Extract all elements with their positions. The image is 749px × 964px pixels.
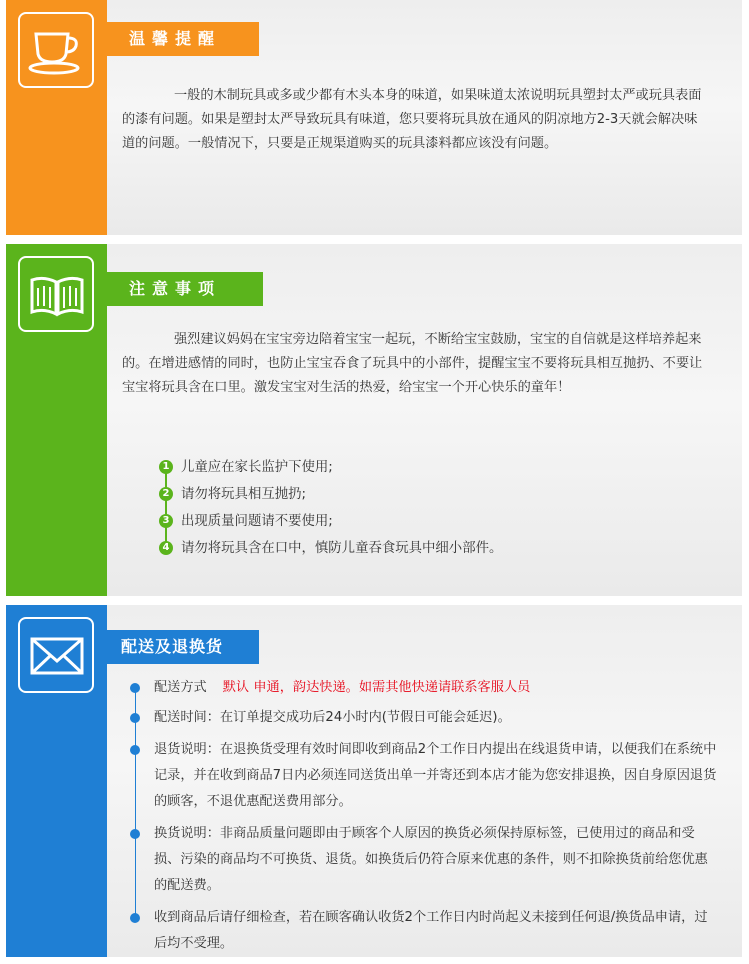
item-number-badge: 1 xyxy=(159,460,173,474)
coffee-cup-icon xyxy=(28,24,86,78)
delivery-section xyxy=(6,605,742,957)
notice-paragraph: 强烈建议妈妈在宝宝旁边陪着宝宝一起玩，不断给宝宝鼓励，宝宝的自信就是这样培养起来的。在增进感情的同时，也防止宝宝吞食了玩具中的小部件，提醒宝宝不要将玩具相互抛扔、不要让宝宝将玩具含在口里。激发宝宝对生活的热爱，给宝宝一个开心快乐的童年！ xyxy=(122,332,703,395)
notice-text xyxy=(122,328,710,400)
notice-item xyxy=(159,481,502,508)
notice-item xyxy=(159,508,502,535)
notice-section xyxy=(6,244,742,596)
item-number-badge: 2 xyxy=(159,487,173,501)
return-policy-item xyxy=(128,737,718,815)
notice-item-text: 儿童应在家长监护下使用; xyxy=(181,460,333,475)
exchange-policy-item xyxy=(128,821,718,899)
item-number-badge: 4 xyxy=(159,541,173,555)
exchange-policy-text: 换货说明：非商品质量问题即由于顾客个人原因的换货必须保持原标签，已使用过的商品和受损、污染的商品均不可换货、退货。如换货后仍符合原来优惠的条件，则不扣除换货前给您优惠的配送费。 xyxy=(154,826,708,893)
notice-item xyxy=(159,454,502,481)
bullet-dot xyxy=(130,683,140,693)
delivery-time-item xyxy=(128,705,718,731)
reminder-icon-box xyxy=(18,12,94,88)
notice-icon-box xyxy=(18,256,94,332)
envelope-icon xyxy=(28,629,86,683)
bullet-dot xyxy=(130,829,140,839)
item-number-badge: 3 xyxy=(159,514,173,528)
reminder-section xyxy=(6,0,742,235)
return-policy-text: 退货说明：在退换货受理有效时间即收到商品2个工作日内提出在线退货申请，以便我们在系统中记录，并在收到商品7日内必须连同送货出单一并寄还到本店才能为您安排退换，因自身原因退货的顾客，不退优惠配送费用部分。 xyxy=(154,742,717,809)
notice-item-text: 请勿将玩具含在口中，慎防儿童吞食玩具中细小部件。 xyxy=(181,541,503,556)
notice-item-text: 出现质量问题请不要使用; xyxy=(181,514,333,529)
delivery-method-value: 默认 申通，韵达快递。如需其他快递请联系客服人员 xyxy=(222,680,531,695)
bullet-dot xyxy=(130,913,140,923)
reminder-paragraph: 一般的木制玩具或多或少都有木头本身的味道，如果味道太浓说明玩具塑封太严或玩具表面的漆有问题。如果是塑封太严导致玩具有味道，您只要将玩具放在通风的阴凉地方2-3天就会解决味道的问题。一般情况下，只要是正规渠道购买的玩具漆料都应该没有问题。 xyxy=(122,88,702,151)
bullet-dot xyxy=(130,745,140,755)
inspection-item xyxy=(128,905,718,957)
delivery-list xyxy=(128,675,718,957)
notice-item xyxy=(159,535,502,562)
notice-title: 注意事项 xyxy=(107,272,263,306)
notice-item-text: 请勿将玩具相互抛扔; xyxy=(181,487,307,502)
delivery-time-text: 配送时间：在订单提交成功后24小时内(节假日可能会延迟)。 xyxy=(154,710,511,725)
reminder-title: 温馨提醒 xyxy=(107,22,259,56)
reminder-text xyxy=(122,84,710,156)
bullet-dot xyxy=(130,713,140,723)
delivery-title: 配送及退换货 xyxy=(107,630,259,664)
delivery-method-label: 配送方式 xyxy=(154,680,207,695)
inspection-text: 收到商品后请仔细检查，若在顾客确认收货2个工作日内时尚起义未接到任何退/换货品申请，过后均不受理。 xyxy=(154,910,708,951)
delivery-icon-box xyxy=(18,617,94,693)
notice-list xyxy=(159,454,502,562)
open-book-icon xyxy=(28,268,86,322)
delivery-method-item xyxy=(128,675,718,701)
